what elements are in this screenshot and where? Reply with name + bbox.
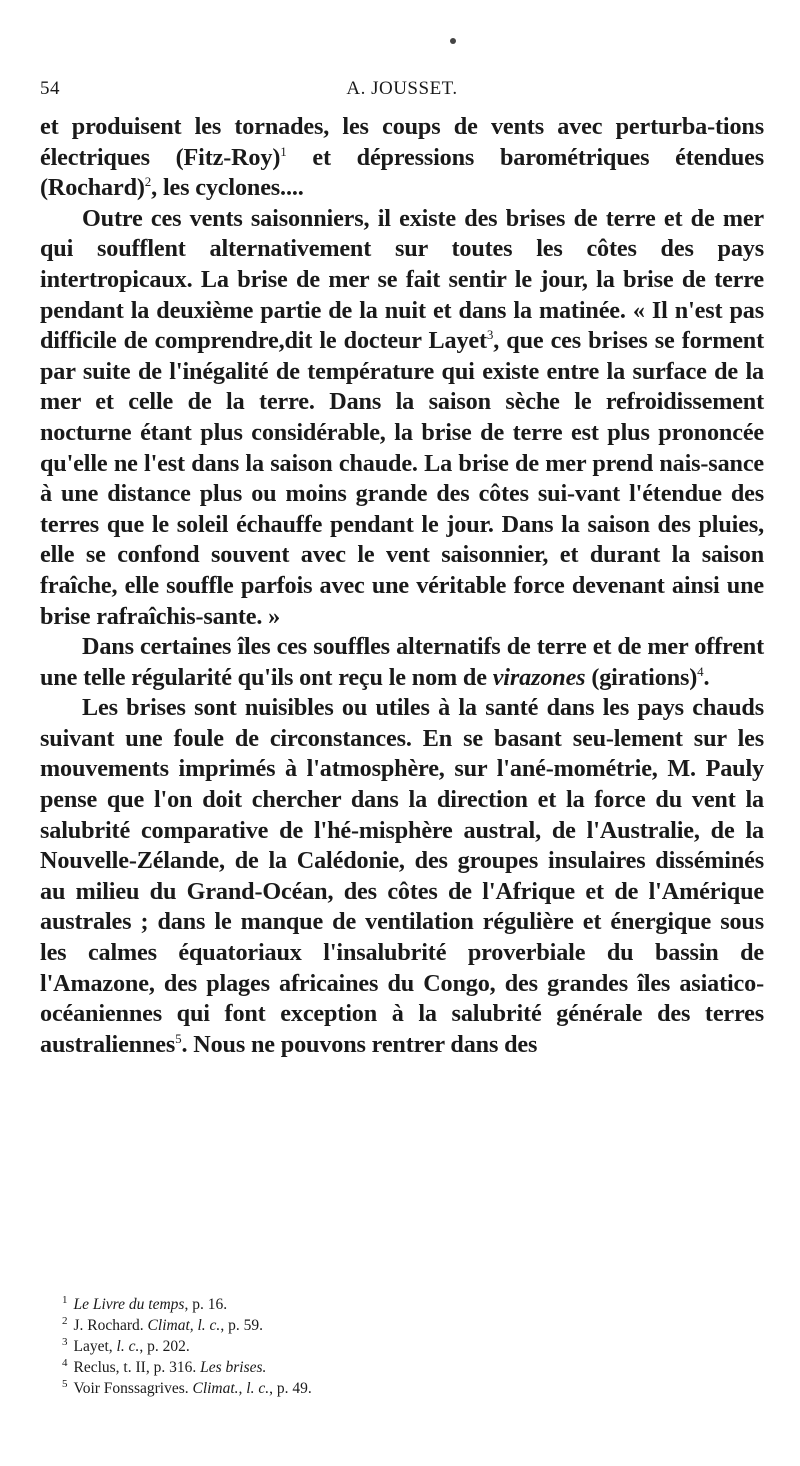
- italic-text: Les brises.: [200, 1359, 267, 1376]
- text-run: et produisent les tornades, les coups de vents avec perturba-tions électriques (Fitz-Roy): [40, 113, 764, 171]
- text-run: et dépressions barométriques étendues (Rochard): [40, 143, 765, 202]
- italic-text: virazones: [492, 663, 586, 691]
- footnote-mark: 4: [62, 1356, 68, 1369]
- paragraph: [40, 632, 764, 693]
- page-number: 54: [40, 78, 60, 99]
- text-run: Les brises sont nuisibles ou utiles à la santé dans les pays chauds suivant une foule de circonstances. En se basant seu-lement sur les mouvements imprimés à l'atmosphère, sur l'ané-mométrie, M. Pauly pense que l'on doit chercher dans la direction et la force du vent la salubrité comparative de l'hé-misphère austral, de l'Australie, de la Nouvelle-Zélande, de la Calédonie, des groupes insulaires disséminés au milieu du Grand-Océan, des côtes de l'Afrique et de l'Amérique australes ; dans le manque de ventilation régulière et énergique sous les calmes équatoriaux l'insalubrité proverbiale du bassin de l'Amazone, des plages africaines du Congo, des grandes îles asiatico-océaniennes qui font exception à la salubrité générale des terres australiennes: [40, 694, 764, 1058]
- text-run: , p. 49.: [269, 1380, 312, 1397]
- text-run: Dans certaines îles ces souffles alternatifs de terre et de mer offrent une telle régularité qu'ils ont reçu le nom de: [40, 633, 764, 691]
- footnote-ref: 4: [697, 663, 704, 679]
- text-run: (girations): [585, 663, 698, 691]
- text-run: , les cyclones....: [151, 174, 304, 202]
- running-title: A. JOUSSET.: [346, 78, 458, 99]
- footnote: [40, 1378, 764, 1399]
- footnote: [40, 1336, 764, 1357]
- print-speck: [450, 38, 456, 44]
- page: [40, 78, 764, 1060]
- footnote-ref: 2: [144, 174, 152, 190]
- text-run: , p. 202.: [139, 1338, 190, 1355]
- paragraph: [40, 204, 764, 632]
- text-run: , p. 59.: [220, 1317, 263, 1334]
- footnote-mark: 3: [62, 1335, 68, 1348]
- italic-text: Climat, l. c.: [147, 1317, 221, 1334]
- footnote-mark: 1: [62, 1293, 68, 1306]
- italic-text: Climat., l. c.: [192, 1380, 270, 1397]
- footnote: [40, 1315, 764, 1336]
- footnote: [40, 1357, 764, 1378]
- text-run: Reclus, t. II, p. 316.: [73, 1359, 201, 1376]
- text-run: J. Rochard.: [73, 1317, 148, 1334]
- footnote-mark: 5: [62, 1377, 68, 1390]
- footnote-ref: 5: [175, 1030, 182, 1046]
- footnote-mark: 2: [62, 1314, 68, 1327]
- footnote-ref: 3: [486, 327, 494, 343]
- text-run: .: [703, 663, 710, 691]
- italic-text: Le Livre du temps: [73, 1296, 185, 1313]
- running-header: [40, 78, 764, 104]
- text-run: , que ces brises se forment par suite de l'inégalité de température qui existe entre la surface de la mer et celle de la terre. Dans la saison sèche le refroidissement nocturne étant plus considérable, la brise de terre est plus prononcée qu'elle ne l'est dans la saison chaude. La brise de mer prend nais-sance à une distance plus ou moins grande des côtes sui-vant l'étendue des terres que le soleil échauffe pendant le jour. Dans la saison des pluies, elle se confond souvent avec le vent saisonnier, et durant la saison fraîche, elle souffle parfois avec une véritable force devenant ainsi une brise rafraîchis-sante. »: [40, 327, 764, 630]
- text-run: , p. 16.: [184, 1296, 228, 1313]
- text-run: . Nous ne pouvons rentrer dans des: [181, 1030, 538, 1058]
- paragraph: [40, 112, 764, 204]
- footnotes: [40, 1294, 764, 1399]
- italic-text: l. c.: [116, 1338, 140, 1355]
- footnote-ref: 1: [280, 143, 287, 159]
- text-run: Outre ces vents saisonniers, il existe des brises de terre et de mer qui soufflent alternativement sur toutes les côtes des pays intertropicaux. La brise de mer se fait sentir le jour, la brise de terre pendant la deuxième partie de la nuit et dans la matinée. « Il n'est pas difficile de comprendre,dit le docteur Layet: [40, 204, 764, 355]
- footnote: [40, 1294, 764, 1315]
- body-text: [40, 112, 764, 1060]
- text-run: Voir Fonssagrives.: [73, 1380, 193, 1397]
- text-run: Layet,: [73, 1338, 117, 1355]
- paragraph: [40, 693, 764, 1060]
